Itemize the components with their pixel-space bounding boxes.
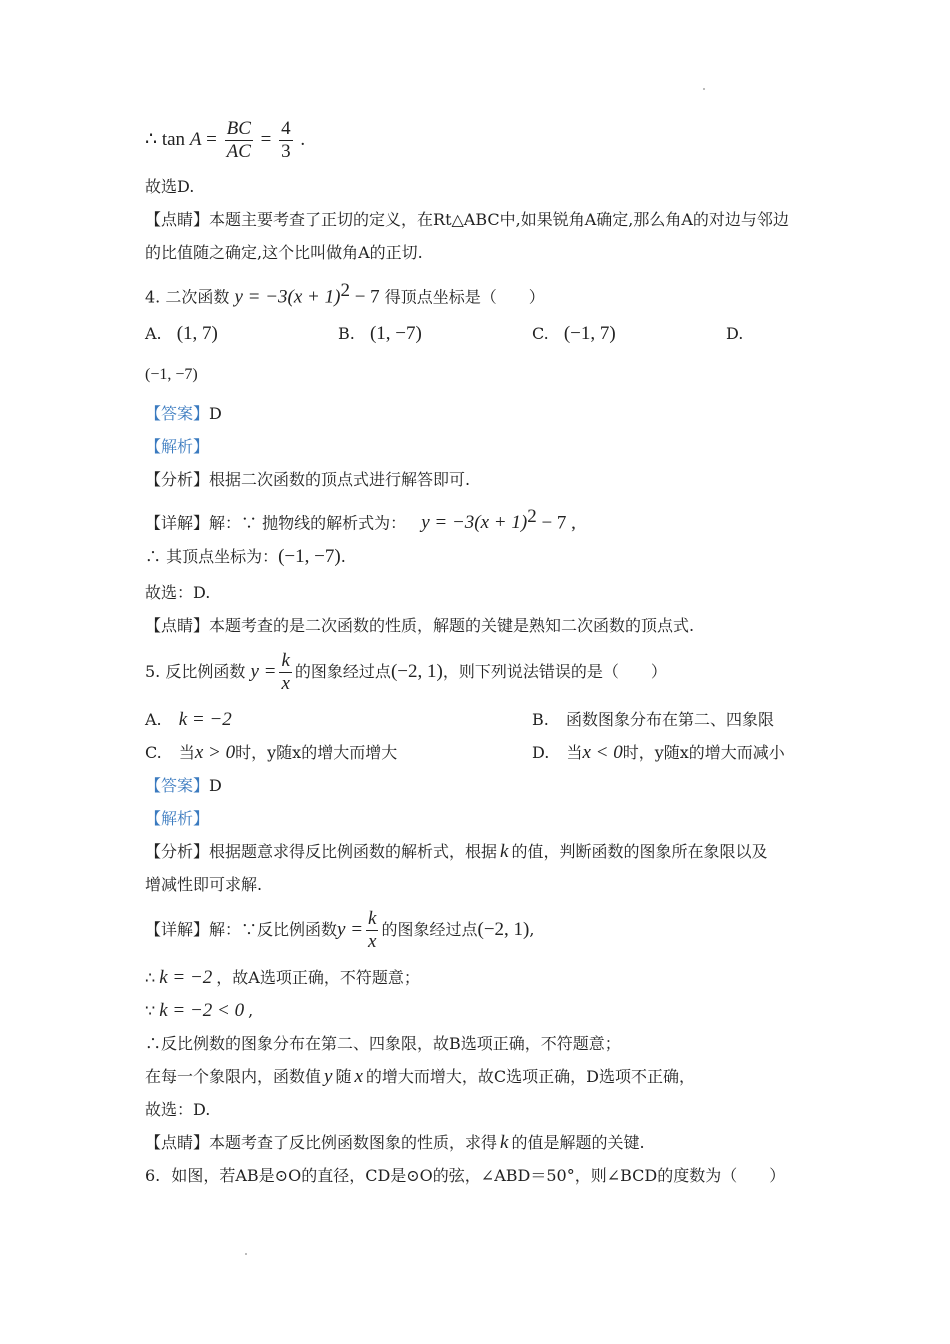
equals-2: = <box>260 128 272 150</box>
q4-number: 4. <box>145 287 161 307</box>
fenxi-text-b: 的值，判断函数的图象所在象限以及 <box>511 842 768 861</box>
vertex-text: ∴ 其顶点坐标为： <box>145 547 279 566</box>
step-4-a: 在每一个象限内，函数值 <box>145 1067 322 1086</box>
period: . <box>300 128 306 150</box>
q5-fenxi-a <box>145 841 767 863</box>
q4-option-d-value: (−1, −7) <box>145 366 198 383</box>
q5-dianjing <box>145 1132 645 1154</box>
fenxi-text: 根据二次函数的顶点式进行解答即可. <box>209 470 471 489</box>
dianjing-1-line-a <box>145 209 789 231</box>
q5-number: 5. <box>145 662 161 681</box>
xiangjie-expression-2: − 7 , <box>536 512 576 534</box>
dianjing-tag: 【点睛】 <box>145 1133 210 1152</box>
step-4-b: 随 <box>335 1067 352 1086</box>
q4-option-a-label: A. <box>145 324 162 343</box>
step-4-y: y <box>324 1066 333 1087</box>
q4-dianjing <box>145 615 694 637</box>
q5-option-b <box>532 709 774 731</box>
q5-text-1: 反比例函数 <box>165 662 246 681</box>
tan-equation <box>145 118 305 163</box>
dianjing-text-a: 本题考查了反比例函数图象的性质，求得 <box>209 1133 498 1152</box>
step-4-x: x <box>354 1066 363 1087</box>
q4-answer <box>145 403 222 425</box>
tan-text: tan <box>161 128 186 150</box>
q5-option-c-math: x > 0 <box>194 742 236 763</box>
q4-select: 故选：D. <box>145 583 211 602</box>
page-dot-top <box>703 88 705 90</box>
step-2-post: , <box>248 1001 254 1020</box>
q5-option-c <box>145 742 397 764</box>
q5-option-c-pre: 当 <box>178 743 195 762</box>
xiangjie-fraction-denominator: x <box>368 931 377 952</box>
q5-option-a <box>145 709 232 731</box>
q5-text-3: ，则下列说法错误的是（ ） <box>442 662 667 681</box>
q5-option-c-post: 时，y随x的增大而增大 <box>235 743 398 762</box>
q5-fraction-k-x <box>279 650 291 695</box>
q5-option-d-post: 时，y随x的增大而减小 <box>622 743 785 762</box>
q5-fenxi-c: 增减性即可求解. <box>145 875 263 894</box>
dianjing-k: k <box>500 1132 509 1153</box>
xiangjie-tag: 【详解】 <box>145 513 210 533</box>
fraction-4-3 <box>279 118 293 163</box>
fraction-numerator-2: 4 <box>281 118 291 139</box>
q4-option-d-label: D. <box>726 324 744 343</box>
q4-option-c-label: C. <box>532 324 549 343</box>
xiangjie-mid: 的图象经过点 <box>381 920 478 939</box>
q4-fenxi <box>145 469 470 491</box>
q4-option-a-value: (1, 7) <box>176 323 218 344</box>
q4-xiangjie <box>145 506 576 534</box>
dianjing-tag: 【点睛】 <box>145 210 210 229</box>
dianjing-1-line-b: 的比值随之确定,这个比叫做角A的正切. <box>145 243 423 262</box>
fraction-bc-ac <box>225 118 253 163</box>
xiangjie-tag: 【详解】 <box>145 920 210 939</box>
q5-step-2 <box>145 1000 253 1022</box>
q4-vertex <box>145 546 346 568</box>
answer-tag: 【答案】 <box>145 776 210 795</box>
q5-option-a-label: A. <box>145 710 162 729</box>
answer-value: D <box>209 776 222 795</box>
xiangjie-text: 解：∵ 抛物线的解析式为： <box>209 513 407 533</box>
q5-step-1 <box>145 967 420 989</box>
q5-text-2: 的图象经过点 <box>294 662 391 681</box>
fenxi-text-a: 根据题意求得反比例函数的解析式，根据 <box>209 842 498 861</box>
dianjing-text-a: 本题主要考查了正切的定义，在Rt△ABC中,如果锐角A确定,那么角A的对边与邻边 <box>209 210 789 229</box>
q5-answer <box>145 775 222 797</box>
question-5 <box>145 650 667 695</box>
answer-tag: 【答案】 <box>145 404 210 423</box>
q5-option-d-label: D. <box>532 743 550 762</box>
fenxi-tag: 【分析】 <box>145 470 210 489</box>
fenxi-tag: 【分析】 <box>145 842 210 861</box>
xiangjie-pre: 解：∵反比例函数 <box>209 920 338 939</box>
step-4-c: 的增大而增大，故C选项正确，D选项不正确， <box>365 1067 695 1086</box>
q5-option-a-value: k = −2 <box>178 709 232 730</box>
q5-y-equals: y = <box>250 661 277 682</box>
question-6 <box>145 1165 785 1187</box>
q5-option-b-label: B. <box>532 710 549 729</box>
q5-fraction-numerator: k <box>281 650 290 671</box>
fraction-denominator: AC <box>226 141 251 162</box>
q4-exponent: 2 <box>340 280 350 301</box>
fraction-denominator-2: 3 <box>281 141 291 162</box>
q5-step-4 <box>145 1066 695 1088</box>
q5-option-d-pre: 当 <box>566 743 583 762</box>
equals-1: = <box>206 128 217 150</box>
dianjing-tag: 【点睛】 <box>145 616 210 635</box>
q4-text-2: 得顶点坐标是（ ） <box>384 287 545 307</box>
q4-text-1: 二次函数 <box>165 287 230 307</box>
q5-option-d-math: x < 0 <box>582 742 623 763</box>
q4-option-a <box>145 323 218 345</box>
xiangjie-fraction-k-x <box>366 908 378 953</box>
step-2-pre: ∵ <box>145 1001 156 1020</box>
step-2-math: k = −2 < 0 <box>159 1000 245 1021</box>
q6-number: 6. <box>145 1166 161 1185</box>
xiangjie-expression: y = −3(x + 1) <box>421 512 528 534</box>
fraction-numerator: BC <box>226 118 251 139</box>
page-dot-bottom <box>245 1253 247 1255</box>
therefore-symbol: ∴ <box>145 128 158 150</box>
xiangjie-fraction-numerator: k <box>368 908 377 929</box>
step-1-math: k = −2 <box>159 967 213 988</box>
answer-value: D <box>209 404 222 423</box>
q4-option-c-value: (−1, 7) <box>563 323 616 344</box>
q4-option-b-label: B. <box>338 324 355 343</box>
vertex-value: (−1, −7) <box>278 546 341 567</box>
angle-a: A <box>189 128 202 150</box>
q5-step-3: ∴反比例数的图象分布在第二、四象限，故B选项正确，不符题意； <box>145 1034 621 1053</box>
q4-jiexi: 【解析】 <box>145 437 210 456</box>
q5-jiexi: 【解析】 <box>145 809 210 828</box>
q4-option-b-value: (1, −7) <box>369 323 422 344</box>
q5-select: 故选：D. <box>145 1100 211 1119</box>
dianjing-text-b: 的值是解题的关键. <box>511 1133 645 1152</box>
q5-option-c-label: C. <box>145 743 162 762</box>
xiangjie-point: (−2, 1) <box>477 919 530 940</box>
question-4 <box>145 280 545 308</box>
q5-xiangjie <box>145 908 534 953</box>
xiangjie-end: , <box>529 920 535 939</box>
q4-option-c <box>532 323 616 345</box>
fenxi-k: k <box>500 841 509 862</box>
q6-text: 如图，若AB是⊙O的直径，CD是⊙O的弦，∠ABD＝50°，则∠BCD的度数为（ ） <box>171 1166 786 1185</box>
select-d-1: 故选D. <box>145 177 195 196</box>
xiangjie-exponent: 2 <box>527 506 537 527</box>
q5-option-d <box>532 742 785 764</box>
q5-option-b-value: 函数图象分布在第二、四象限 <box>565 710 774 729</box>
q4-expression-2: − 7 <box>349 286 380 308</box>
vertex-period: . <box>340 547 346 566</box>
q4-expression: y = −3(x + 1) <box>234 286 341 308</box>
xiangjie-y-equals: y = <box>337 919 364 940</box>
q4-option-b <box>338 323 422 345</box>
dianjing-text: 本题考查的是二次函数的性质，解题的关键是熟知二次函数的顶点式. <box>209 616 695 635</box>
q5-point: (−2, 1) <box>390 661 443 682</box>
step-1-post: ，故A选项正确，不符题意； <box>216 968 420 987</box>
step-1-pre: ∴ <box>145 968 156 987</box>
q5-fraction-denominator: x <box>281 673 290 694</box>
